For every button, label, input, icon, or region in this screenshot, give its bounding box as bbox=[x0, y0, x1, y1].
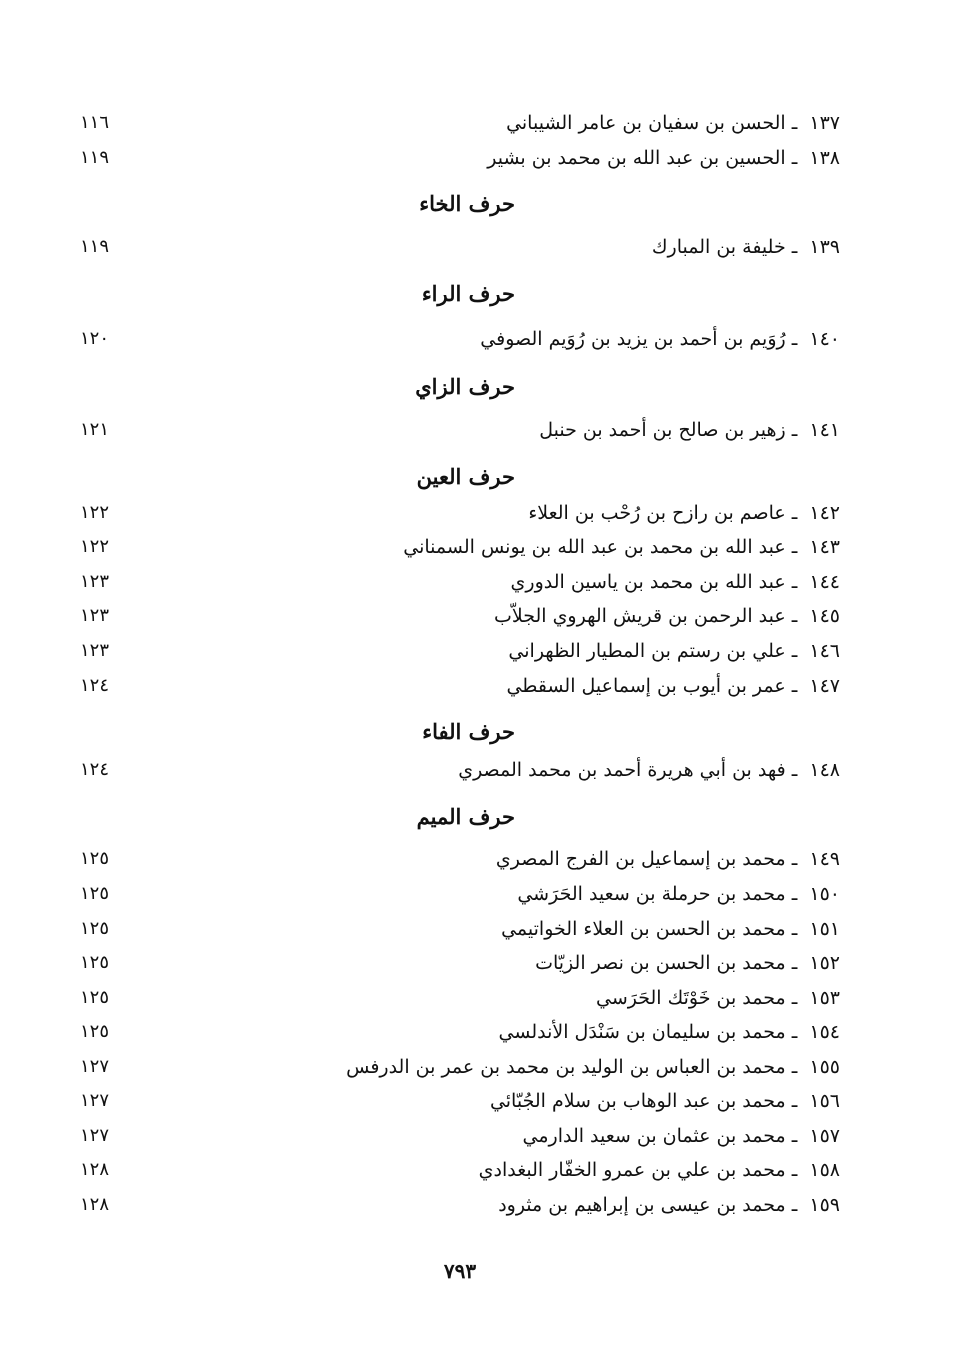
entry-name: علي بن رستم بن المطيار الظهراني bbox=[508, 640, 786, 662]
entry-name: عبد الله بن محمد بن عبد الله بن يونس السمناني bbox=[403, 536, 786, 558]
entry-text bbox=[511, 566, 840, 598]
entry-text bbox=[499, 1016, 840, 1048]
entry-number: ١٤٠ bbox=[809, 328, 840, 350]
entry-text bbox=[458, 754, 840, 786]
entry-page: ١٢٥ bbox=[80, 952, 110, 973]
index-entry bbox=[80, 670, 840, 702]
entry-text bbox=[596, 982, 840, 1014]
entry-text bbox=[506, 107, 840, 139]
section-heading-ra: حرف الراء bbox=[421, 281, 515, 306]
entry-number: ١٤١ bbox=[809, 419, 840, 441]
entry-page: ١٢٢ bbox=[80, 502, 110, 523]
entry-text bbox=[517, 878, 840, 910]
entry-number: ١٥٢ bbox=[809, 952, 840, 974]
entry-dash: ـ bbox=[791, 1021, 798, 1043]
entry-dash: ـ bbox=[791, 112, 798, 134]
entry-dash: ـ bbox=[791, 1056, 798, 1078]
entry-number: ١٤٥ bbox=[809, 605, 840, 627]
entry-dash: ـ bbox=[791, 502, 798, 524]
entry-text bbox=[498, 1189, 840, 1221]
section-heading-fa: حرف الفاء bbox=[422, 719, 515, 744]
entry-number: ١٣٨ bbox=[809, 147, 840, 169]
entry-dash: ـ bbox=[791, 1125, 798, 1147]
entry-dash: ـ bbox=[791, 1194, 798, 1216]
index-entry bbox=[80, 531, 840, 563]
entry-page: ١٢٥ bbox=[80, 987, 110, 1008]
entry-dash: ـ bbox=[791, 328, 798, 350]
entry-dash: ـ bbox=[791, 536, 798, 558]
entry-dash: ـ bbox=[791, 883, 798, 905]
entry-page: ١٢٧ bbox=[80, 1056, 110, 1077]
index-entry bbox=[80, 1016, 840, 1048]
entry-number: ١٥١ bbox=[809, 918, 840, 940]
entry-page: ١٢٣ bbox=[80, 605, 110, 626]
entry-number: ١٥٠ bbox=[809, 883, 840, 905]
entry-name: الحسين بن عبد الله بن محمد بن بشير bbox=[487, 147, 786, 169]
entry-text bbox=[494, 600, 840, 632]
entry-name: محمد بن حرملة بن سعيد الحَرَشي bbox=[517, 883, 786, 905]
entry-page: ١١٦ bbox=[80, 112, 110, 133]
entry-dash: ـ bbox=[791, 848, 798, 870]
entry-dash: ـ bbox=[791, 640, 798, 662]
entry-text bbox=[528, 497, 840, 529]
entry-dash: ـ bbox=[791, 675, 798, 697]
index-entry bbox=[80, 1051, 840, 1083]
section-heading-ayn: حرف العين bbox=[416, 464, 515, 489]
entry-number: ١٤٣ bbox=[809, 536, 840, 558]
entry-dash: ـ bbox=[791, 1090, 798, 1112]
entry-text bbox=[490, 1085, 840, 1117]
entry-number: ١٤٨ bbox=[809, 759, 840, 781]
index-entry bbox=[80, 107, 840, 139]
entry-text bbox=[535, 947, 840, 979]
entry-dash: ـ bbox=[791, 759, 798, 781]
entry-dash: ـ bbox=[791, 236, 798, 258]
entry-dash: ـ bbox=[791, 1159, 798, 1181]
entry-text bbox=[501, 913, 840, 945]
entry-text bbox=[403, 531, 840, 563]
section-heading-kha: حرف الخاء bbox=[419, 191, 515, 216]
entry-text bbox=[652, 231, 840, 263]
entry-page: ١٢٧ bbox=[80, 1090, 110, 1111]
entry-page: ١١٩ bbox=[80, 236, 110, 257]
entry-dash: ـ bbox=[791, 918, 798, 940]
entry-number: ١٥٩ bbox=[809, 1194, 840, 1216]
entry-number: ١٤٤ bbox=[809, 571, 840, 593]
entry-name: محمد بن عيسى بن إبراهيم بن مثرود bbox=[498, 1194, 786, 1216]
page-number: ٧٩٣ bbox=[443, 1259, 477, 1283]
entry-name: محمد بن العباس بن الوليد بن محمد بن عمر بن الدرفس bbox=[346, 1056, 786, 1078]
entry-number: ١٥٦ bbox=[809, 1090, 840, 1112]
entry-text bbox=[508, 635, 840, 667]
entry-number: ١٥٤ bbox=[809, 1021, 840, 1043]
entry-name: محمد بن عبد الوهاب بن سلام الجُبّائي bbox=[489, 1090, 786, 1112]
index-entry bbox=[80, 600, 840, 632]
entry-dash: ـ bbox=[791, 987, 798, 1009]
index-entry bbox=[80, 843, 840, 875]
index-entry bbox=[80, 878, 840, 910]
entry-number: ١٤٩ bbox=[809, 848, 840, 870]
entry-text bbox=[480, 323, 840, 355]
entry-dash: ـ bbox=[791, 419, 798, 441]
entry-name: فهد بن أبي هريرة أحمد بن محمد المصري bbox=[458, 759, 786, 781]
entry-name: عبد الله بن محمد بن ياسين الدوري bbox=[510, 571, 786, 593]
index-entry bbox=[80, 982, 840, 1014]
index-entry bbox=[80, 1085, 840, 1117]
entry-number: ١٣٩ bbox=[809, 236, 840, 258]
index-entry bbox=[80, 414, 840, 446]
entry-number: ١٤٢ bbox=[809, 502, 840, 524]
entry-name: محمد بن الحسن بن العلاء الخواتيمي bbox=[501, 918, 786, 940]
index-entry bbox=[80, 754, 840, 786]
entry-text bbox=[506, 670, 840, 702]
entry-page: ١٢١ bbox=[80, 419, 110, 440]
index-entry bbox=[80, 1154, 840, 1186]
entry-text bbox=[346, 1051, 840, 1083]
entry-number: ١٤٧ bbox=[809, 675, 840, 697]
entry-page: ١٢٣ bbox=[80, 571, 110, 592]
entry-name: زهير بن صالح بن أحمد بن حنبل bbox=[539, 419, 786, 441]
entry-page: ١٢٤ bbox=[80, 759, 110, 780]
entry-number: ١٥٥ bbox=[809, 1056, 840, 1078]
entry-name: محمد بن علي بن عمرو الخفّار البغدادي bbox=[478, 1159, 786, 1181]
entry-text bbox=[539, 414, 840, 446]
entry-name: عمر بن أيوب بن إسماعيل السقطي bbox=[506, 675, 786, 697]
index-entry bbox=[80, 566, 840, 598]
entry-page: ١٢٥ bbox=[80, 918, 110, 939]
index-entry bbox=[80, 497, 840, 529]
entry-name: خليفة بن المبارك bbox=[651, 236, 786, 258]
entry-page: ١٢٤ bbox=[80, 675, 110, 696]
entry-text bbox=[487, 142, 840, 174]
entry-dash: ـ bbox=[791, 571, 798, 593]
entry-number: ١٥٨ bbox=[809, 1159, 840, 1181]
entry-page: ١٢٨ bbox=[80, 1159, 110, 1180]
entry-text bbox=[496, 843, 840, 875]
entry-number: ١٥٣ bbox=[809, 987, 840, 1009]
entry-dash: ـ bbox=[791, 147, 798, 169]
entry-text bbox=[523, 1120, 841, 1152]
entry-page: ١٢٨ bbox=[80, 1194, 110, 1215]
index-entry bbox=[80, 231, 840, 263]
entry-number: ١٣٧ bbox=[809, 112, 840, 134]
entry-name: محمد بن إسماعيل بن الفرج المصري bbox=[495, 848, 786, 870]
section-heading-zay: حرف الزاي bbox=[415, 374, 515, 399]
entry-dash: ـ bbox=[791, 605, 798, 627]
index-entry bbox=[80, 1189, 840, 1221]
index-entry bbox=[80, 913, 840, 945]
entry-page: ١٢٢ bbox=[80, 536, 110, 557]
index-entry bbox=[80, 142, 840, 174]
index-entry bbox=[80, 947, 840, 979]
entry-page: ١٢٥ bbox=[80, 848, 110, 869]
entry-name: محمد بن عثمان بن سعيد الدارمي bbox=[522, 1125, 786, 1147]
entry-dash: ـ bbox=[791, 952, 798, 974]
entry-name: محمد بن خَوْتَك الحَرَسي bbox=[596, 987, 786, 1009]
entry-name: محمد بن سليمان بن سَنْدَل الأندلسي bbox=[498, 1021, 786, 1043]
entry-page: ١١٩ bbox=[80, 147, 110, 168]
entry-name: عبد الرحمن بن قريش الهروي الجلاّب bbox=[493, 605, 786, 627]
entry-number: ١٤٦ bbox=[809, 640, 840, 662]
index-entry bbox=[80, 1120, 840, 1152]
entry-name: رُوَيم بن أحمد بن يزيد بن رُوَيم الصوفي bbox=[480, 328, 786, 350]
entry-page: ١٢٣ bbox=[80, 640, 110, 661]
entry-page: ١٢٥ bbox=[80, 1021, 110, 1042]
entry-page: ١٢٥ bbox=[80, 883, 110, 904]
entry-name: عاصم بن رازح بن رُحْب بن العلاء bbox=[528, 502, 786, 524]
index-entry bbox=[80, 635, 840, 667]
entry-name: الحسن بن سفيان بن عامر الشيباني bbox=[506, 112, 786, 134]
entry-text bbox=[479, 1154, 840, 1186]
section-heading-mim: حرف الميم bbox=[416, 804, 515, 829]
entry-page: ١٢٧ bbox=[80, 1125, 110, 1146]
index-entry bbox=[80, 323, 840, 355]
entry-number: ١٥٧ bbox=[809, 1125, 840, 1147]
entry-name: محمد بن الحسن بن نصر الزيّات bbox=[535, 952, 786, 974]
entry-page: ١٢٠ bbox=[80, 328, 110, 349]
